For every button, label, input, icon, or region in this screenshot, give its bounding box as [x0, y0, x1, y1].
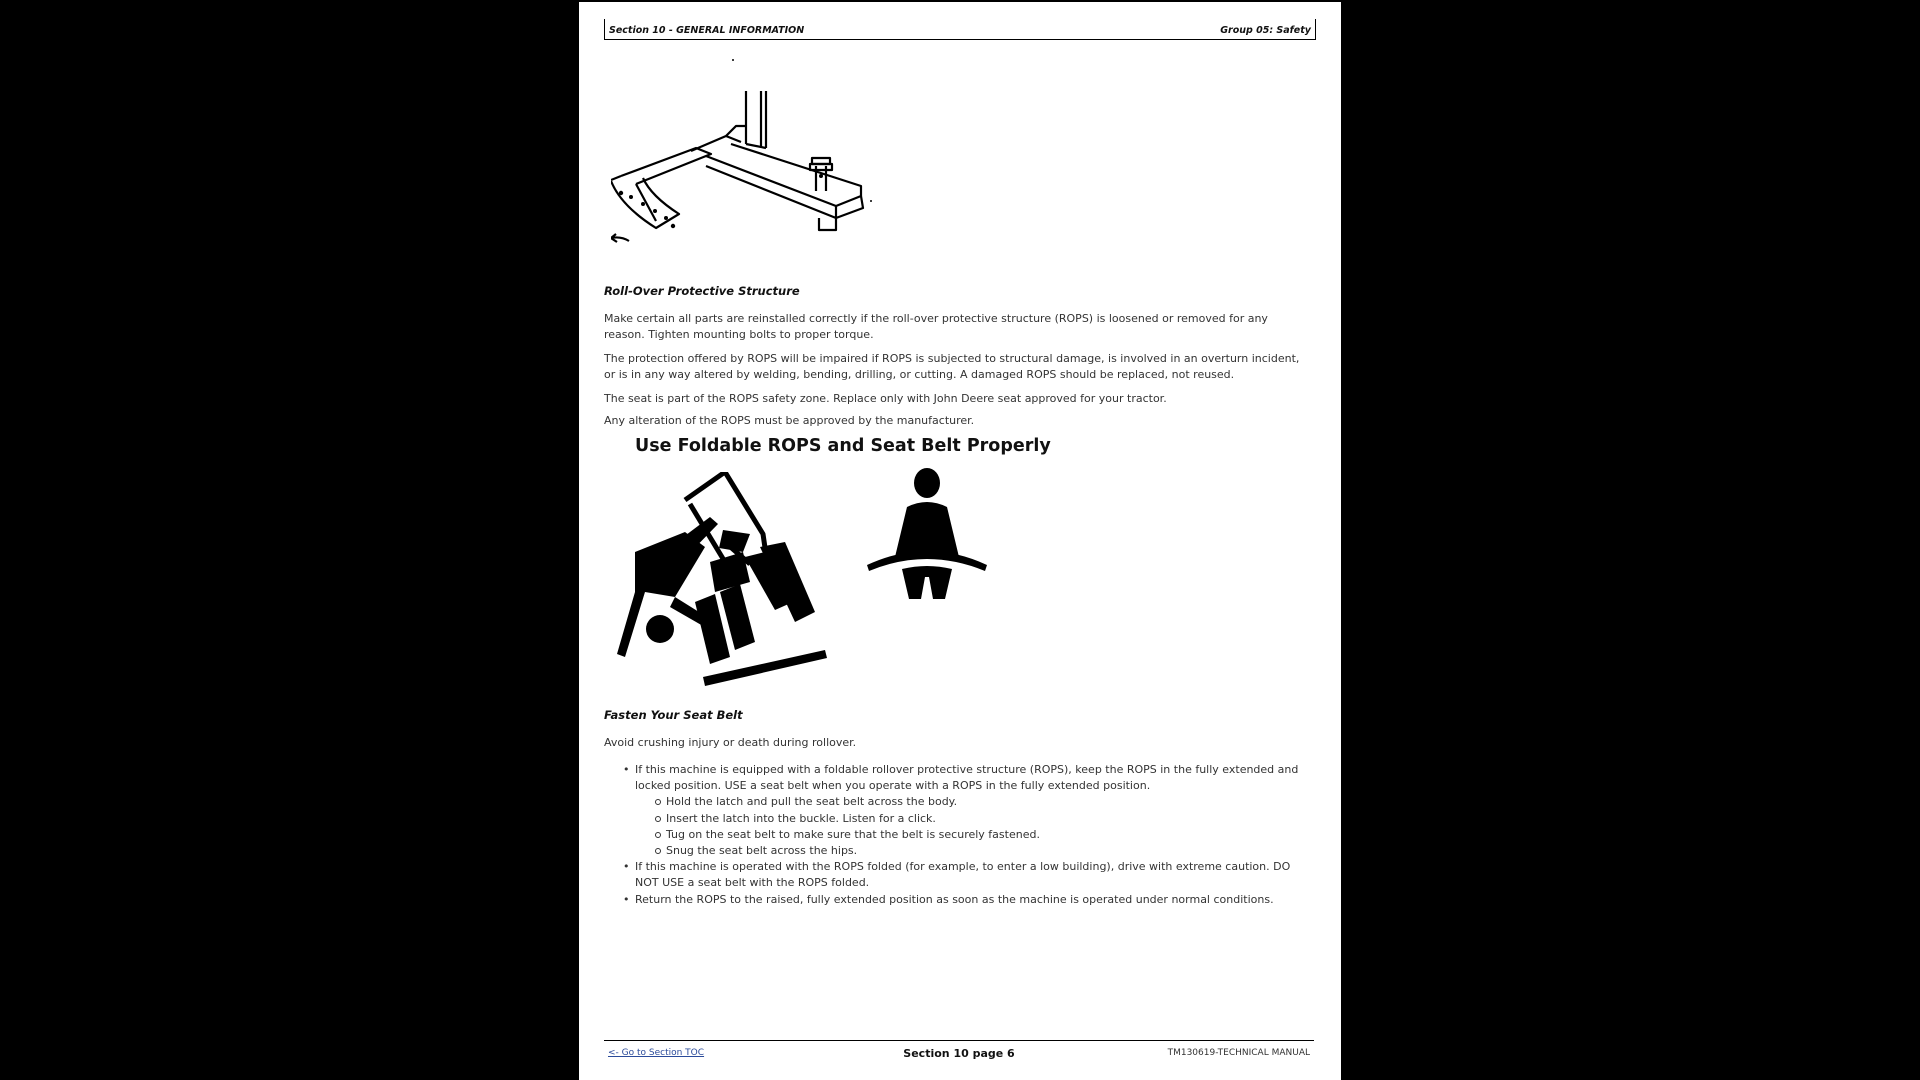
- paragraph-alteration: Any alteration of the ROPS must be approved by the manufacturer.: [604, 414, 975, 427]
- list-item: Snug the seat belt across the hips.: [666, 843, 1315, 859]
- seat-belt-instructions-list: [635, 762, 1315, 908]
- bullet-return-rops: Return the ROPS to the raised, fully extended position as soon as the machine is operated under normal conditions.: [635, 892, 1274, 906]
- seat-belt-pictogram: [867, 467, 987, 607]
- safety-banner-heading: Use Foldable ROPS and Seat Belt Properly: [635, 436, 1051, 456]
- list-item: Hold the latch and pull the seat belt across the body.: [666, 794, 1315, 810]
- section-title-rops: Roll-Over Protective Structure: [604, 284, 800, 298]
- list-item: Insert the latch into the buckle. Listen for a click.: [666, 811, 1315, 827]
- list-item: [635, 762, 1315, 859]
- section-toc-link[interactable]: <- Go to Section TOC: [608, 1048, 705, 1058]
- document-page: [579, 2, 1341, 1080]
- sub-list: [666, 794, 1315, 859]
- page-number: Section 10 page 6: [903, 1047, 1015, 1060]
- bullet-rops-folded: If this machine is operated with the ROPS folded (for example, to enter a low building), drive with extreme caution. DO NOT USE a seat belt with the ROPS folded.: [635, 860, 1291, 890]
- list-item: Tug on the seat belt to make sure that the belt is securely fastened.: [666, 827, 1315, 843]
- list-item: [635, 859, 1315, 891]
- paragraph-avoid-injury: Avoid crushing injury or death during rollover.: [604, 736, 857, 749]
- section-title-seat-belt: Fasten Your Seat Belt: [604, 708, 743, 722]
- paragraph-reinstall: Make certain all parts are reinstalled correctly if the roll-over protective structure (ROPS) is loosened or removed for any reason. Tighten mounting bolts to proper torque.: [604, 312, 1268, 341]
- header-section-label: Section 10 - GENERAL INFORMATION: [609, 25, 805, 36]
- page-header: [604, 19, 1316, 40]
- rollover-pictogram: [615, 472, 845, 694]
- bullet-foldable-rops: If this machine is equipped with a foldable rollover protective structure (ROPS), keep the ROPS in the fully extended and locked position. USE a seat belt when you operate with a ROPS in the fully extended position.: [635, 763, 1299, 793]
- paragraph-protection: The protection offered by ROPS will be impaired if ROPS is subjected to structural damage, is involved in an overturn incident, or is in any way altered by welding, bending, drilling, or cutting. A damaged ROPS should be replaced, not reused.: [604, 352, 1300, 381]
- paragraph-seat: The seat is part of the ROPS safety zone. Replace only with John Deere seat approved for your tractor.: [604, 392, 1167, 405]
- header-group-label: Group 05: Safety: [1220, 25, 1311, 36]
- manual-id: TM130619-TECHNICAL MANUAL: [1167, 1048, 1310, 1058]
- page-footer: [604, 1040, 1314, 1063]
- list-item: [635, 892, 1315, 908]
- rops-mount-illustration: [611, 56, 911, 246]
